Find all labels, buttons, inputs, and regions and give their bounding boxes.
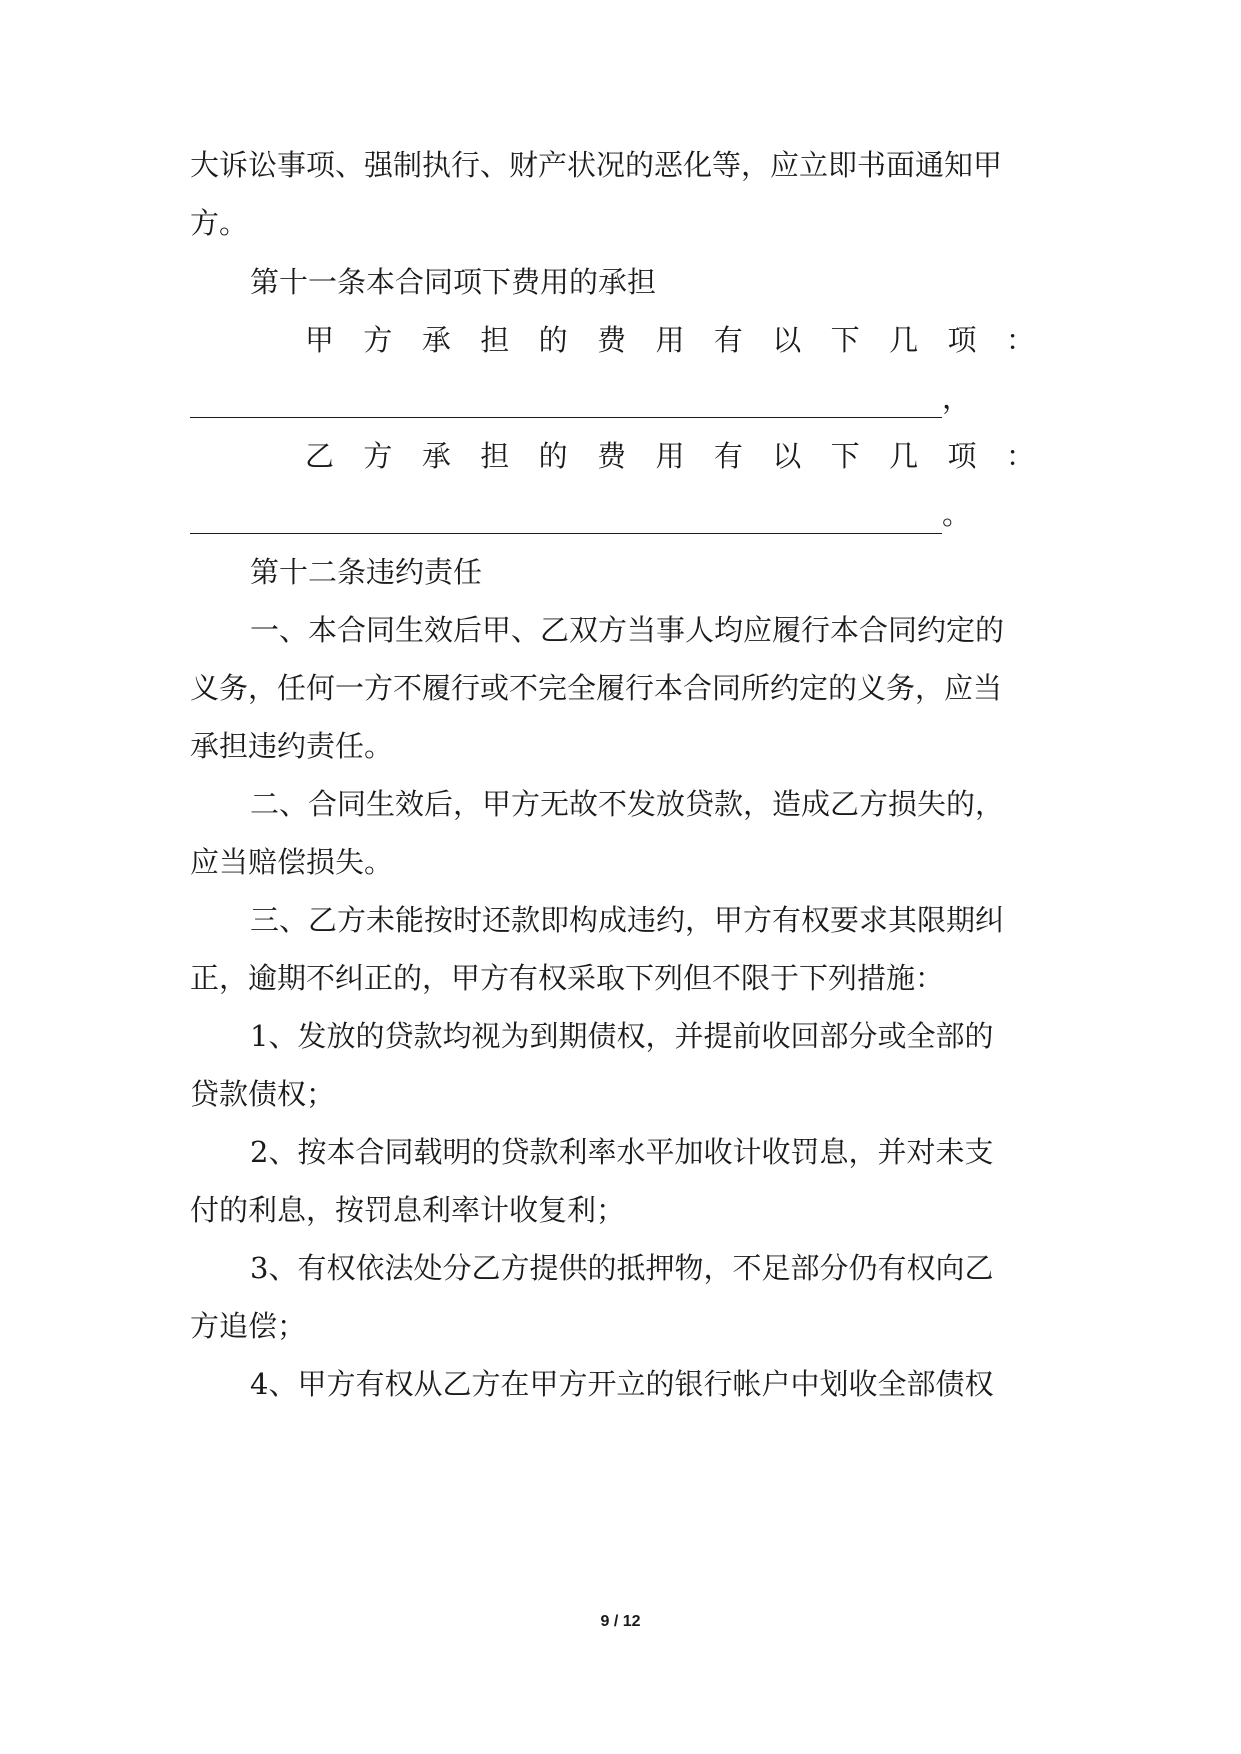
blank-underline <box>190 391 942 418</box>
text-line: 二、合同生效后，甲方无故不发放贷款，造成乙方损失的， <box>250 787 1005 821</box>
text-line: 方。 <box>190 206 249 240</box>
fill-in-blank-party-a <box>190 378 971 418</box>
list-item: 1、发放的贷款均视为到期债权，并提前收回部分或全部的 <box>250 1019 994 1053</box>
text-line: 正，逾期不纠正的，甲方有权采取下列但不限于下列措施： <box>190 961 945 995</box>
fee-line-party-b: 乙 方 承 担 的 费 用 有 以 下 几 项 ： <box>305 439 1035 473</box>
text-line: 贷款债权； <box>190 1077 336 1111</box>
blank-underline <box>190 507 942 534</box>
blank-punctuation: ， <box>942 381 972 415</box>
blank-punctuation: 。 <box>942 497 972 531</box>
list-item: 3、有权依法处分乙方提供的抵押物，不足部分仍有权向乙 <box>250 1251 994 1285</box>
text-line: 承担违约责任。 <box>190 729 394 763</box>
list-item: 2、按本合同载明的贷款利率水平加收计收罚息，并对未支 <box>250 1135 994 1169</box>
text-line: 大诉讼事项、强制执行、财产状况的恶化等，应立即书面通知甲 <box>190 148 1003 182</box>
text-line: 方追偿； <box>190 1309 307 1343</box>
text-line: 一、本合同生效后甲、乙双方当事人均应履行本合同约定的 <box>250 613 1005 647</box>
text-line: 义务，任何一方不履行或不完全履行本合同所约定的义务，应当 <box>190 671 1003 705</box>
text-line: 应当赔偿损失。 <box>190 845 394 879</box>
text-line: 付的利息，按罚息利率计收复利； <box>190 1193 626 1227</box>
list-item: 4、甲方有权从乙方在甲方开立的银行帐户中划收全部债权 <box>250 1367 994 1401</box>
section-heading-12: 第十二条违约责任 <box>250 555 483 589</box>
text-line: 三、乙方未能按时还款即构成违约，甲方有权要求其限期纠 <box>250 903 1005 937</box>
page-number: 9 / 12 <box>600 1613 641 1630</box>
fill-in-blank-party-b <box>190 494 971 534</box>
section-heading-11: 第十一条本合同项下费用的承担 <box>250 265 657 299</box>
fee-line-party-a: 甲 方 承 担 的 费 用 有 以 下 几 项 ： <box>305 323 1035 357</box>
